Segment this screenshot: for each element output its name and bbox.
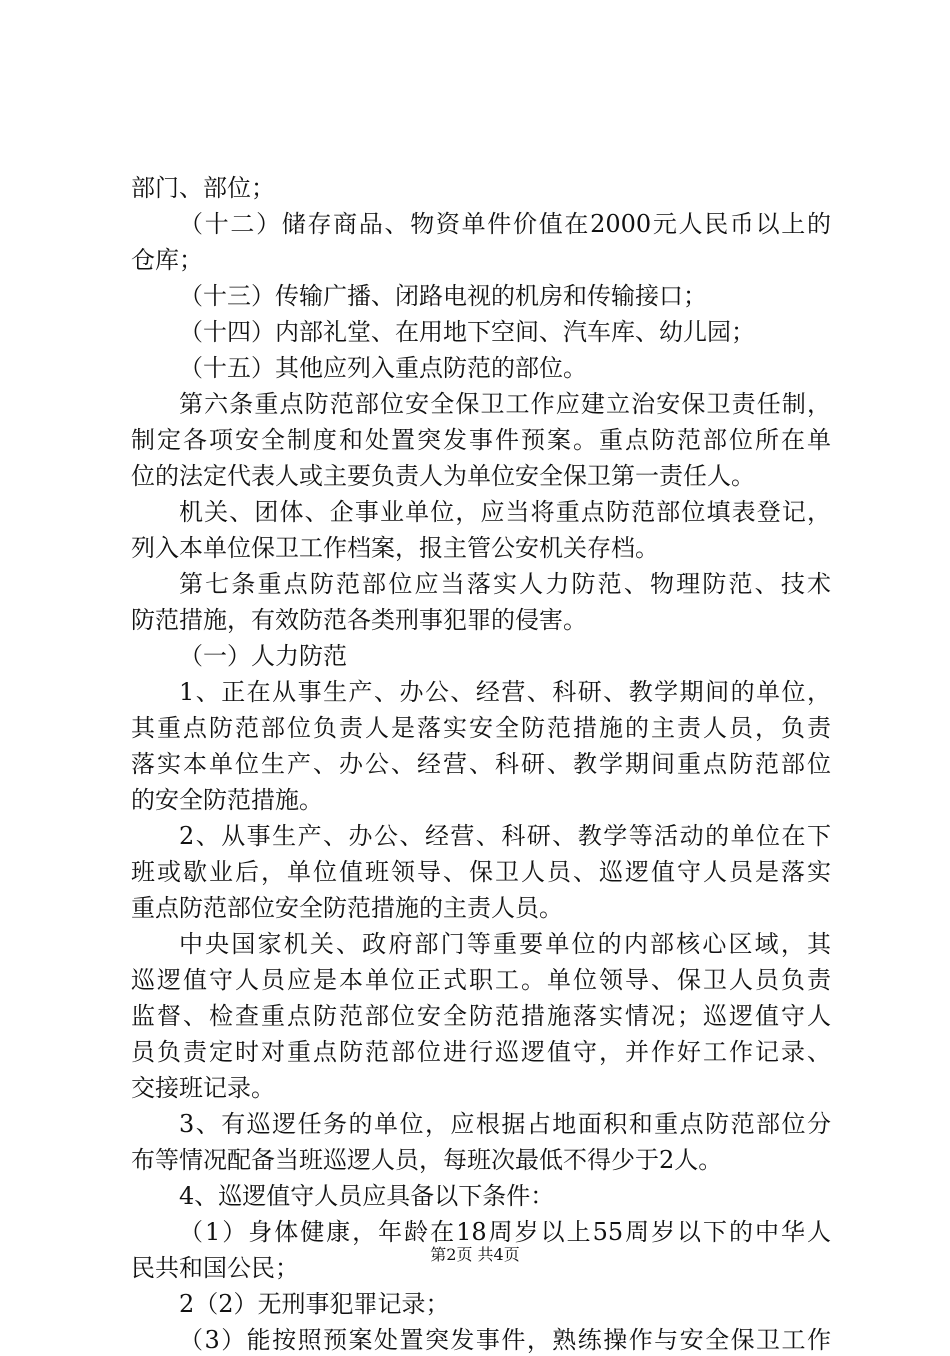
text-line: （十五）其他应列入重点防范的部位。 bbox=[179, 354, 587, 382]
text-line: 巡逻值守人员应是本单位正式职工。单位领导、保卫人员负责 bbox=[131, 966, 831, 994]
text-line: 员负责定时对重点防范部位进行巡逻值守，并作好工作记录、 bbox=[131, 1038, 831, 1066]
text-line: 交接班记录。 bbox=[131, 1074, 275, 1102]
text-line: 其重点防范部位负责人是落实安全防范措施的主责人员，负责 bbox=[131, 714, 831, 742]
text-line: 列入本单位保卫工作档案，报主管公安机关存档。 bbox=[131, 534, 659, 562]
text-line: 重点防范部位安全防范措施的主责人员。 bbox=[131, 894, 563, 922]
text-line: 机关、团体、企事业单位，应当将重点防范部位填表登记， bbox=[179, 498, 831, 526]
text-line: 布等情况配备当班巡逻人员，每班次最低不得少于2人。 bbox=[131, 1146, 723, 1174]
text-line: （十二）储存商品、物资单件价值在2000元人民币以上的 bbox=[179, 210, 831, 238]
text-line: （3）能按照预案处置突发事件，熟练操作与安全保卫工作 bbox=[179, 1326, 831, 1354]
text-line: 1、正在从事生产、办公、经营、科研、教学期间的单位， bbox=[179, 678, 831, 706]
text-line: 第六条重点防范部位安全保卫工作应建立治安保卫责任制， bbox=[179, 390, 831, 418]
text-line: 3、有巡逻任务的单位，应根据占地面积和重点防范部位分 bbox=[179, 1110, 831, 1138]
text-line: 班或歇业后，单位值班领导、保卫人员、巡逻值守人员是落实 bbox=[131, 858, 831, 886]
text-line: 2、从事生产、办公、经营、科研、教学等活动的单位在下 bbox=[179, 822, 831, 850]
text-line: 2（2）无刑事犯罪记录； bbox=[179, 1290, 450, 1318]
text-line: （1）身体健康，年龄在18周岁以上55周岁以下的中华人 bbox=[179, 1218, 831, 1246]
text-line: 落实本单位生产、办公、经营、科研、教学期间重点防范部位 bbox=[131, 750, 831, 778]
text-line: 监督、检查重点防范部位安全防范措施落实情况；巡逻值守人 bbox=[131, 1002, 831, 1030]
text-line: 4、巡逻值守人员应具备以下条件： bbox=[179, 1182, 555, 1210]
text-line: 部门、部位； bbox=[131, 174, 275, 202]
text-line: （十四）内部礼堂、在用地下空间、汽车库、幼儿园； bbox=[179, 318, 755, 346]
text-line: 仓库； bbox=[131, 246, 203, 274]
text-line: 位的法定代表人或主要负责人为单位安全保卫第一责任人。 bbox=[131, 462, 755, 490]
text-line: 防范措施，有效防范各类刑事犯罪的侵害。 bbox=[131, 606, 587, 634]
text-line: 第七条重点防范部位应当落实人力防范、物理防范、技术 bbox=[179, 570, 831, 598]
page-number-footer: 第2页 共4页 bbox=[430, 1245, 520, 1264]
text-line: 中央国家机关、政府部门等重要单位的内部核心区域，其 bbox=[179, 930, 831, 958]
text-line: 的安全防范措施。 bbox=[131, 786, 323, 814]
text-line: （十三）传输广播、闭路电视的机房和传输接口； bbox=[179, 282, 707, 310]
text-line: 民共和国公民； bbox=[131, 1254, 299, 1282]
text-line: 制定各项安全制度和处置突发事件预案。重点防范部位所在单 bbox=[131, 426, 831, 454]
text-line: （一）人力防范 bbox=[179, 642, 347, 670]
